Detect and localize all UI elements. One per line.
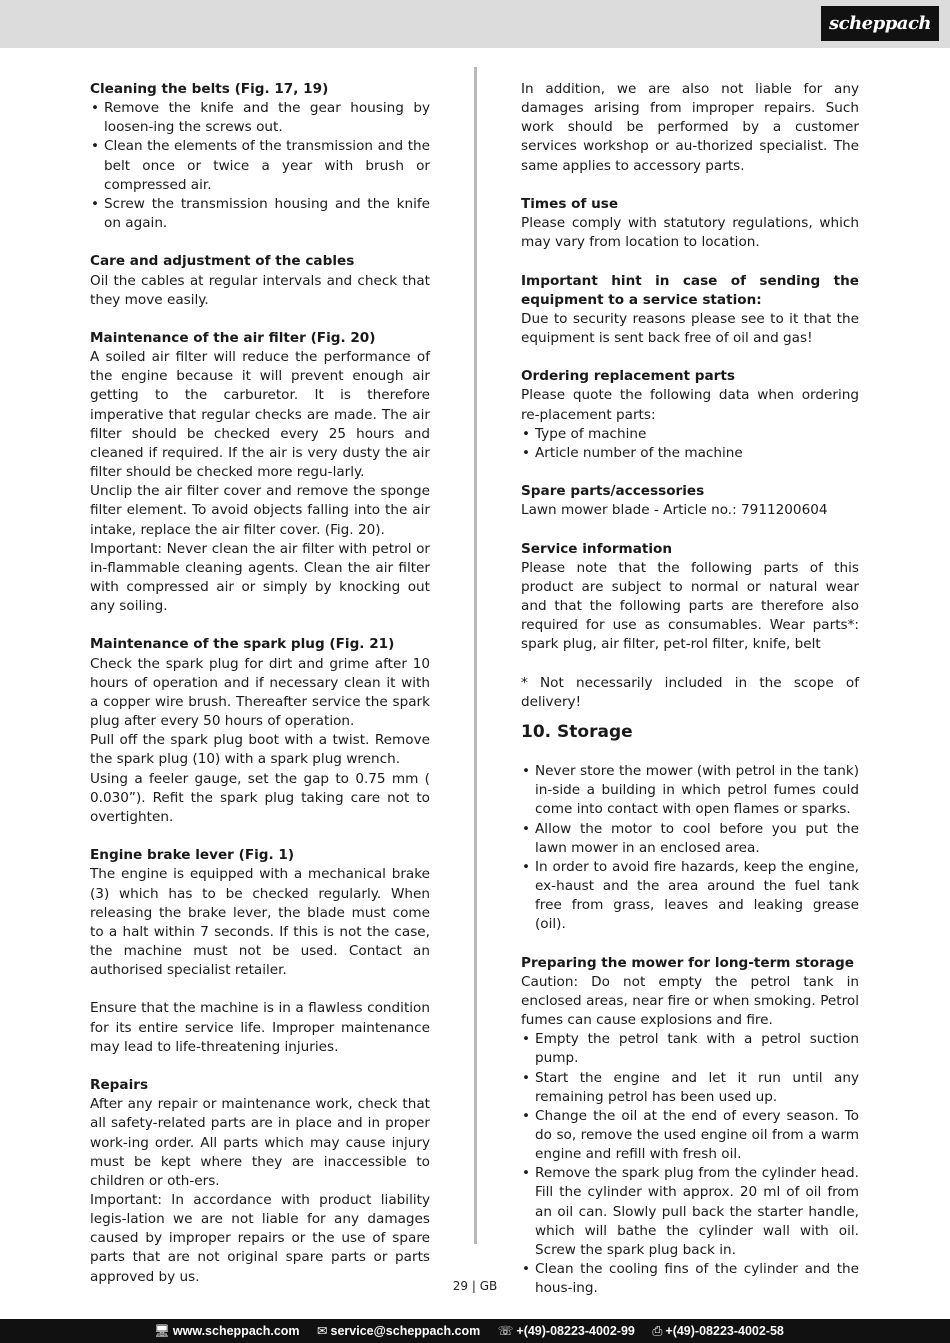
ordering-list	[521, 425, 859, 463]
list-item: • Article number of the machine	[521, 444, 859, 463]
spare-parts-heading: Spare parts/accessories	[521, 483, 705, 500]
air-filter-paragraph: A soiled air filter will reduce the performance of the engine because it will prevent enough air getting to the carburetor. It is therefore imperative that regular checks are made. The air filter should be checked every 25 hours and cleaned if required. If the air is very dusty the air filter should be checked more regu-larly.	[90, 349, 430, 481]
repairs-paragraph: After any repair or maintenance work, check that all safety-related parts are in place and in proper work-ing order. All parts which may cause injury must be kept where they are inaccessible to children or oth-ers.	[90, 1096, 430, 1189]
list-item: • In order to avoid fire hazards, keep the engine, ex-haust and the area around the fuel tank free from grass, leaves and leaking grease (oil).	[521, 858, 859, 935]
spark-plug-heading: Maintenance of the spark plug (Fig. 21)	[90, 636, 395, 653]
cables-text: Oil the cables at regular intervals and check that they move easily.	[90, 272, 430, 308]
footer-website[interactable]	[154, 1324, 303, 1338]
ordering-heading: Ordering replacement parts	[521, 368, 735, 385]
repairs-heading: Repairs	[90, 1077, 149, 1094]
list-item: • Empty the petrol tank with a petrol suction pump.	[521, 1030, 859, 1068]
header-band	[0, 0, 950, 48]
air-filter-heading: Maintenance of the air filter (Fig. 20)	[90, 330, 376, 346]
list-item: • Change the oil at the end of every season. To do so, remove the used engine oil from a warm engine and refill with fresh oil.	[521, 1107, 859, 1164]
service-footnote: * Not necessarily included in the scope of delivery!	[521, 674, 859, 710]
air-filter-paragraph: Unclip the air filter cover and remove the sponge filter element. To avoid objects falling into the air intake, replace the air filter cover. (Fig. 20).	[90, 483, 430, 538]
left-column	[90, 80, 430, 1287]
email-text: service@scheppach.com	[330, 1324, 481, 1338]
list-item: • Screw the transmission housing and the knife on again.	[90, 195, 430, 233]
phone-text: +(49)-08223-4002-99	[516, 1324, 635, 1338]
times-heading: Times of use	[521, 195, 619, 212]
list-item: • Clean the cooling fins of the cylinder and the hous-ing.	[521, 1260, 859, 1298]
repairs-paragraph: Important: In accordance with product liability legis-lation we are not liable for any damages caused by improper repairs or the use of spare parts that are not original spare parts or parts approved by us.	[90, 1191, 430, 1285]
envelope-icon: ✉	[317, 1324, 328, 1338]
footer-phone	[498, 1324, 639, 1338]
scheppach-logo: scheppach	[821, 6, 939, 41]
ordering-text: Please quote the following data when ordering re-placement parts:	[521, 387, 859, 423]
long-term-heading: Preparing the mower for long-term storage	[521, 954, 854, 971]
belts-list	[90, 99, 430, 233]
fax-icon: ⎙	[652, 1324, 663, 1338]
repairs-continued: In addition, we are also not liable for any damages arising from improper repairs. Such work should be performed by a customer services workshop or au-thorized specialist. The same applies to accessory parts.	[521, 81, 859, 174]
spark-plug-paragraph: Pull off the spark plug boot with a twist. Remove the spark plug (10) with a spark plug wrench.	[90, 732, 430, 768]
long-term-list	[521, 1030, 859, 1298]
column-divider	[474, 67, 477, 1244]
brake-paragraph: The engine is equipped with a mechanical brake (3) which has to be checked regularly. When releasing the brake lever, the blade must come to a halt within 7 seconds. If this is not the case, the machine must not be used. Contact an authorised specialist retailer.	[90, 866, 430, 979]
storage-list	[521, 762, 859, 934]
list-item: • Remove the spark plug from the cylinder head. Fill the cylinder with approx. 20 ml of oil from an oil can. Slowly pull back the starter handle, which will bathe the cylinder wall with oil. Screw the spark plug back in.	[521, 1164, 859, 1260]
belts-heading: Cleaning the belts (Fig. 17, 19)	[90, 81, 329, 97]
list-item: • Remove the knife and the gear housing by loosen-ing the screws out.	[90, 99, 430, 137]
website-text: www.scheppach.com	[172, 1324, 300, 1338]
monitor-icon: 🖥︎	[154, 1324, 170, 1338]
spark-plug-paragraph: Check the spark plug for dirt and grime after 10 hours of operation and if necessary clean it with a copper wire brush. Thereafter service the spark plug after every 50 hours of operation.	[90, 655, 430, 730]
sending-text: Due to security reasons please see to it that the equipment is sent back free of oil and gas!	[521, 310, 859, 346]
service-info-text: Please note that the following parts of this product are subject to normal or natural wear and that the following parts are therefore also required for use as consumables. Wear parts*: spark plug, air filter, pet-rol filter, knife, belt	[521, 559, 859, 653]
page-number: 29 | GB	[452, 1279, 498, 1293]
fax-text: +(49)-08223-4002-58	[665, 1324, 784, 1338]
cables-heading: Care and adjustment of the cables	[90, 253, 355, 270]
spare-parts-text: Lawn mower blade - Article no.: 7911200604	[521, 502, 828, 519]
list-item: • Never store the mower (with petrol in the tank) in-side a building in which petrol fumes could come into contact with open flames or sparks.	[521, 762, 859, 819]
footer-fax	[652, 1324, 784, 1338]
spark-plug-paragraph: Using a feeler gauge, set the gap to 0.75 mm ( 0.030”). Refit the spark plug taking care not to overtighten.	[90, 770, 430, 825]
list-item: • Type of machine	[521, 425, 859, 444]
storage-section-title: 10. Storage	[521, 722, 633, 743]
list-item: • Clean the elements of the transmission and the belt once or twice a year with brush or compressed air.	[90, 137, 430, 194]
air-filter-paragraph: Important: Never clean the air filter with petrol or in-flammable cleaning agents. Clean the air filter with compressed air or simply by knocking out any soiling.	[90, 540, 430, 615]
phone-icon: ☏	[497, 1324, 514, 1338]
footer-bar	[0, 1319, 950, 1343]
service-info-heading: Service information	[521, 540, 673, 557]
list-item: • Allow the motor to cool before you put the lawn mower in an enclosed area.	[521, 820, 859, 858]
maintenance-warning: Ensure that the machine is in a flawless condition for its entire service life. Improper maintenance may lead to life-threatening injuries.	[90, 1000, 430, 1055]
times-text: Please comply with statutory regulations, which may vary from location to location.	[521, 215, 859, 251]
right-column	[521, 80, 859, 1298]
list-item: • Start the engine and let it run until any remaining petrol has been used up.	[521, 1069, 859, 1107]
brake-heading: Engine brake lever (Fig. 1)	[90, 847, 295, 864]
sending-heading: Important hint in case of sending the equipment to a service station:	[521, 272, 859, 308]
footer-email[interactable]	[317, 1324, 484, 1338]
long-term-caution: Caution: Do not empty the petrol tank in enclosed areas, near fire or when smoking. Petrol fumes can cause explosions and fire.	[521, 973, 859, 1029]
